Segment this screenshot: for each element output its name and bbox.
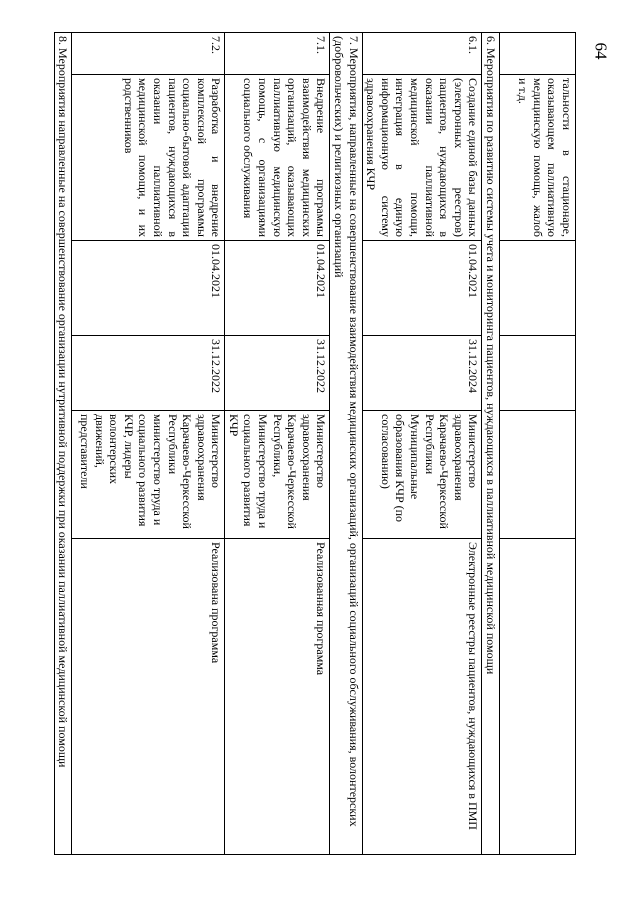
rotated-page <box>56 32 576 854</box>
end-date-cell <box>500 336 576 411</box>
end-date-cell: 31.12.2022 <box>72 336 225 411</box>
result-cell <box>500 539 576 855</box>
measure-cell: тальности в стационаре, оказывающем паллиативную медицинскую помощь, жалоб и т.д. <box>500 75 576 241</box>
row-number: 7.2. <box>72 33 225 75</box>
section-heading: 6. Мероприятия по развитию системы учета и мониторинга пациентов, нуждающихся в паллиативной медицинской помощи <box>482 33 500 855</box>
end-date-cell: 31.12.2024 <box>362 336 482 411</box>
start-date-cell: 01.04.2021 <box>72 241 225 336</box>
row-number: 7.1. <box>225 33 330 75</box>
start-date-cell: 01.04.2021 <box>362 241 482 336</box>
measure-cell: Создание единой базы данных (электронных реестров) пациентов, нуждающихся в оказании паллиативной медицинской помощи, интеграция в единую информационную систему здравоохранения КЧР <box>362 75 482 241</box>
section-row <box>330 33 362 855</box>
table-row <box>500 33 576 855</box>
page-content <box>56 32 576 854</box>
start-date-cell <box>500 241 576 336</box>
section-heading: 7. Мероприятия, направленные на совершенствование взаимодействия медицинских организаций, организаций социального обслуживания, волонтерских (добровольческих) и религиозных организаций <box>330 33 362 855</box>
section-row <box>482 33 500 855</box>
result-cell: Электронные реестры пациентов, нуждающихся в ПМП <box>362 539 482 855</box>
end-date-cell: 31.12.2022 <box>225 336 330 411</box>
row-number: 6.1. <box>362 33 482 75</box>
executor-cell <box>500 411 576 539</box>
table-row <box>225 33 330 855</box>
section-heading: 8. Мероприятия направленные на совершенствование организации нутритивной поддержки при оказании паллиативной медицинской помощи <box>54 33 72 855</box>
page-number-text: 64 <box>591 42 610 60</box>
executor-cell: Министерство здравоохранения Карачаево-Черкесской Республики министерство труда и социального развития КЧР, лидеры волонтерских движений, представители <box>72 411 225 539</box>
measure-cell: Разработка и внедрение комплексной программы социально-бытовой адаптации пациентов, нуждающихся в оказании паллиативной медицинской помощи, и их родственников <box>72 75 225 241</box>
executor-cell: Министерство здравоохранения Карачаево-Черкесской Республики Муниципальные образования КЧР (по согласованию) <box>362 411 482 539</box>
table-row <box>362 33 482 855</box>
executor-cell: Министерство здравоохранения Карачаево-Черкесской Республики, Министерство труда и социального развития КЧР <box>225 411 330 539</box>
start-date-cell: 01.04.2021 <box>225 241 330 336</box>
table-row <box>72 33 225 855</box>
row-number <box>500 33 576 75</box>
section-row <box>54 33 72 855</box>
result-cell: Реализована программа <box>72 539 225 855</box>
measure-cell: Внедрение программы взаимодействия медицинских организаций, оказывающих паллиативную медицинскую помощь, с организациями социального обслуживания <box>225 75 330 241</box>
measures-table <box>54 32 576 855</box>
page-number <box>586 36 614 66</box>
result-cell: Реализованная программа <box>225 539 330 855</box>
